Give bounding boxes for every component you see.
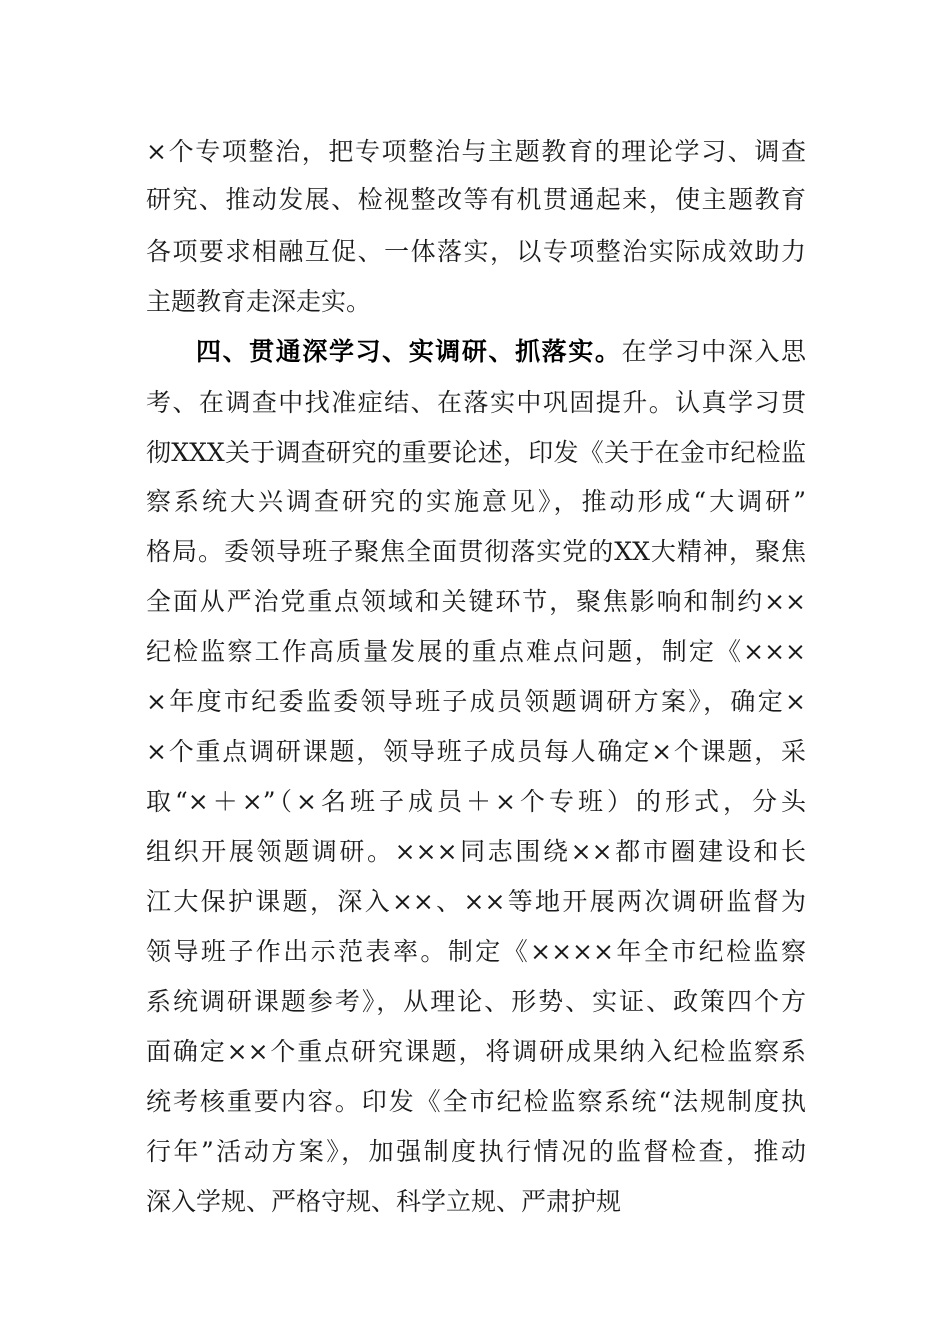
paragraph-line: 全面从严治党重点领域和关键环节，聚焦影响和制约×× [146,587,806,616]
paragraph-line: 取“×＋×”（×名班子成员＋×个专班）的形式，分头 [146,787,806,816]
paragraph-line: 面确定××个重点研究课题，将调研成果纳入纪检监察系 [146,1037,806,1066]
paragraph-line: 组织开展领题调研。×××同志围绕××都市圈建设和长 [146,837,806,866]
paragraph-line: 纪检监察工作高质量发展的重点难点问题，制定《××× [146,637,806,666]
paragraph-line: 格局。委领导班子聚焦全面贯彻落实党的XX大精神，聚焦 [146,537,806,566]
paragraph-line: 统考核重要内容。印发《全市纪检监察系统“法规制度执 [146,1087,806,1116]
paragraph-line: 考、在调查中找准症结、在落实中巩固提升。认真学习贯 [146,388,806,417]
paragraph-line: 系统调研课题参考》，从理论、形势、实证、政策四个方 [146,987,806,1016]
section-heading-line [196,332,806,372]
section-heading: 四、贯通深学习、实调研、抓落实。 [196,337,622,366]
paragraph-line: 彻XXX关于调查研究的重要论述，印发《关于在金市纪检监 [146,438,806,467]
paragraph-line: 江大保护课题，深入××、××等地开展两次调研监督为 [146,887,806,916]
paragraph-line: ×个重点调研课题，领导班子成员每人确定×个课题，采 [146,737,806,766]
paragraph-line: 研究、推动发展、检视整改等有机贯通起来，使主题教育 [146,185,806,214]
paragraph-line: 领导班子作出示范表率。制定《××××年全市纪检监察 [146,937,806,966]
paragraph-line: 深入学规、严格守规、科学立规、严肃护规 [146,1187,622,1216]
paragraph-line: 各项要求相融互促、一体落实，以专项整治实际成效助力 [146,237,806,266]
paragraph-line: 察系统大兴调查研究的实施意见》，推动形成“大调研” [146,487,806,516]
paragraph-line: ×年度市纪委监委领导班子成员领题调研方案》，确定× [146,687,806,716]
paragraph-line: 主题教育走深走实。 [146,287,372,316]
paragraph-line: 行年”活动方案》，加强制度执行情况的监督检查，推动 [146,1137,806,1166]
paragraph-line: ×个专项整治，把专项整治与主题教育的理论学习、调查 [146,137,806,166]
paragraph-text: 在学习中深入思 [621,337,806,366]
